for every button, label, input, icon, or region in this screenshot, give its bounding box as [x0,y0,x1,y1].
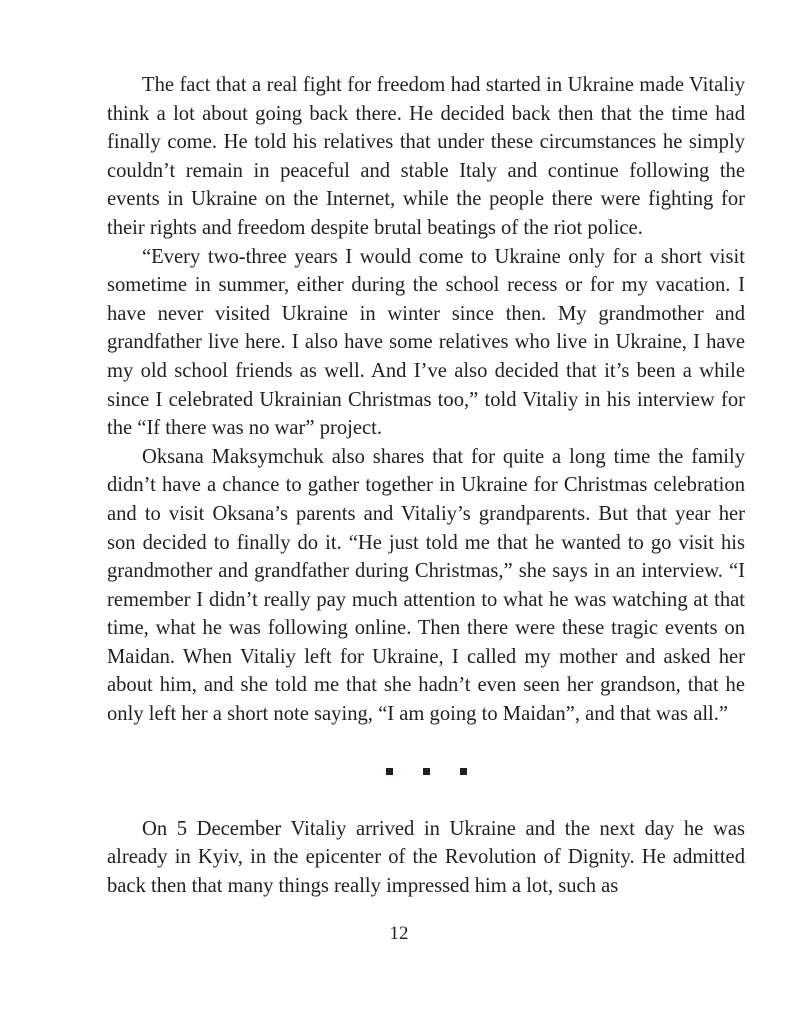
paragraph-freedom-fight: The fact that a real fight for freedom had started in Ukraine made Vitaliy think a lot about going back there. He decided back then that the time had finally come. He told his relatives that under these circumstances he simply couldn’t remain in peaceful and stable Italy and continue following the events in Ukraine on the Internet, while the people there were fighting for their rights and freedom despite brutal beatings of the riot police. [107,74,745,239]
separator-square-icon [423,768,430,775]
page-number: 12 [389,923,409,944]
separator-square-icon [386,768,393,775]
paragraph-arrival-kyiv: On 5 December Vitaliy arrived in Ukraine and the next day he was already in Kyiv, in the epicenter of the Revolution of Dignity. He admitted back then that many things really impressed him a lot, such as [107,817,745,897]
separator-square-icon [460,768,467,775]
paragraph-vitaliy-quote: “Every two-three years I would come to Ukraine only for a short visit sometime in summer, either during the school recess or for my vacation. I have never visited Ukraine in winter since then. My grandmother and grandfather live here. I also have some relatives who live in Ukraine, I have my old school friends as well. And I’ve also decided that it’s been a while since I celebrated Ukrainian Christmas too,” told Vitaliy in his interview for the “If there was no war” project. [107,245,745,440]
paragraph-oksana-account: Oksana Maksymchuk also shares that for quite a long time the family didn’t have a chance to gather together in Ukraine for Christmas celebration and to visit Oksana’s parents and Vitaliy’s grandparents. But that year her son decided to finally do it. “He just told me that he wanted to go visit his grandmother and grandfather during Christmas,” she says in an interview. “I remember I didn’t really pay much attention to what he was watching at that time, what he was following online. Then there were these tragic events on Maidan. When Vitaliy left for Ukraine, I called my mother and asked her about him, and she told me that she hadn’t even seen her grandson, that he only left her a short note saying, “I am going to Maidan”, and that was all.” [107,445,745,726]
page-body [107,71,745,900]
section-separator [107,729,745,815]
